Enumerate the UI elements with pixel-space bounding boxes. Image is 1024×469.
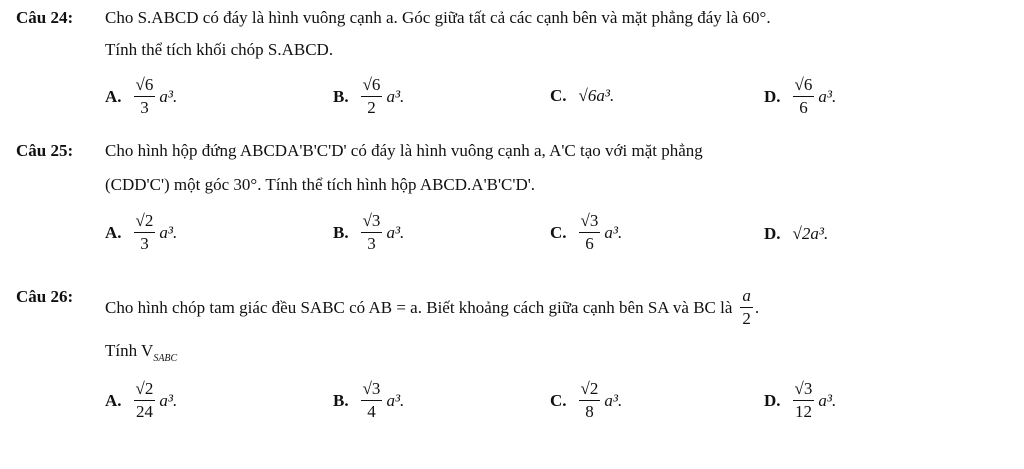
option-letter: B.	[333, 86, 349, 106]
option-letter: A.	[105, 390, 122, 410]
option-letter: A.	[105, 86, 122, 106]
question-25-text-line1: Cho hình hộp đứng ABCDA'B'C'D' có đáy là hình vuông cạnh a, A'C tạo với mặt phẳng	[105, 141, 703, 160]
q26-option-a[interactable]: A. $\frac{√2}{24}$ a³.	[105, 379, 178, 421]
question-25-text-line2: (CDD'C') một góc 30°. Tính thể tích hình hộp ABCD.A'B'C'D'.	[105, 175, 536, 194]
fraction: $\frac{√3}{4}$	[362, 379, 381, 421]
q25-option-a[interactable]: A. $\frac{√2}{3}$ a³.	[105, 211, 178, 253]
question-26-label: Câu 26:	[16, 287, 74, 306]
fraction: $\frac{√2}{24}$	[135, 379, 154, 421]
q24-option-c[interactable]: C. √6a³.	[550, 86, 615, 105]
question-26-text-line1: Cho hình chóp tam giác đều SABC có AB = a. Biết khoảng cách giữa cạnh bên SA và BC là $\frac{a}{2}$ .	[105, 286, 760, 328]
option-letter: C.	[550, 86, 567, 105]
fraction: $\frac{a}{2}$	[742, 286, 751, 328]
option-letter: D.	[764, 224, 781, 243]
q26-option-c[interactable]: C. $\frac{√2}{8}$ a³.	[550, 379, 623, 421]
option-letter: B.	[333, 222, 349, 242]
fraction: $\frac{√6}{3}$	[135, 75, 154, 117]
option-letter: D.	[764, 390, 781, 410]
q26-option-b[interactable]: B. $\frac{√3}{4}$ a³.	[333, 379, 405, 421]
q25-option-c[interactable]: C. $\frac{√3}{6}$ a³.	[550, 211, 623, 253]
question-25-label: Câu 25:	[16, 141, 74, 160]
option-letter: A.	[105, 222, 122, 242]
q26-option-d[interactable]: D. $\frac{√3}{12}$ a³.	[764, 379, 837, 421]
option-letter: B.	[333, 390, 349, 410]
fraction: $\frac{√3}{3}$	[362, 211, 381, 253]
q24-option-b[interactable]: B. $\frac{√6}{2}$ a³.	[333, 75, 405, 117]
option-letter: D.	[764, 86, 781, 106]
question-24-text-line2: Tính thể tích khối chóp S.ABCD.	[105, 40, 334, 59]
question-24-label: Câu 24:	[16, 8, 74, 27]
option-letter: C.	[550, 390, 567, 410]
fraction: $\frac{√3}{6}$	[580, 211, 599, 253]
fraction: $\frac{√3}{12}$	[794, 379, 813, 421]
fraction: $\frac{√2}{3}$	[135, 211, 154, 253]
q25-option-d[interactable]: D. √2a³.	[764, 224, 829, 243]
q24-option-a[interactable]: A. $\frac{√6}{3}$ a³.	[105, 75, 178, 117]
fraction: $\frac{√2}{8}$	[580, 379, 599, 421]
option-letter: C.	[550, 222, 567, 242]
q25-option-b[interactable]: B. $\frac{√3}{3}$ a³.	[333, 211, 405, 253]
question-26-text-line2: Tính $V_{SABC}$	[105, 341, 178, 364]
q24-option-d[interactable]: D. $\frac{√6}{6}$ a³.	[764, 75, 837, 117]
question-24-text-line1: Cho S.ABCD có đáy là hình vuông cạnh a. Góc giữa tất cả các cạnh bên và mặt phẳng đáy là 60°.	[105, 8, 771, 27]
fraction: $\frac{√6}{6}$	[794, 75, 813, 117]
fraction: $\frac{√6}{2}$	[362, 75, 381, 117]
